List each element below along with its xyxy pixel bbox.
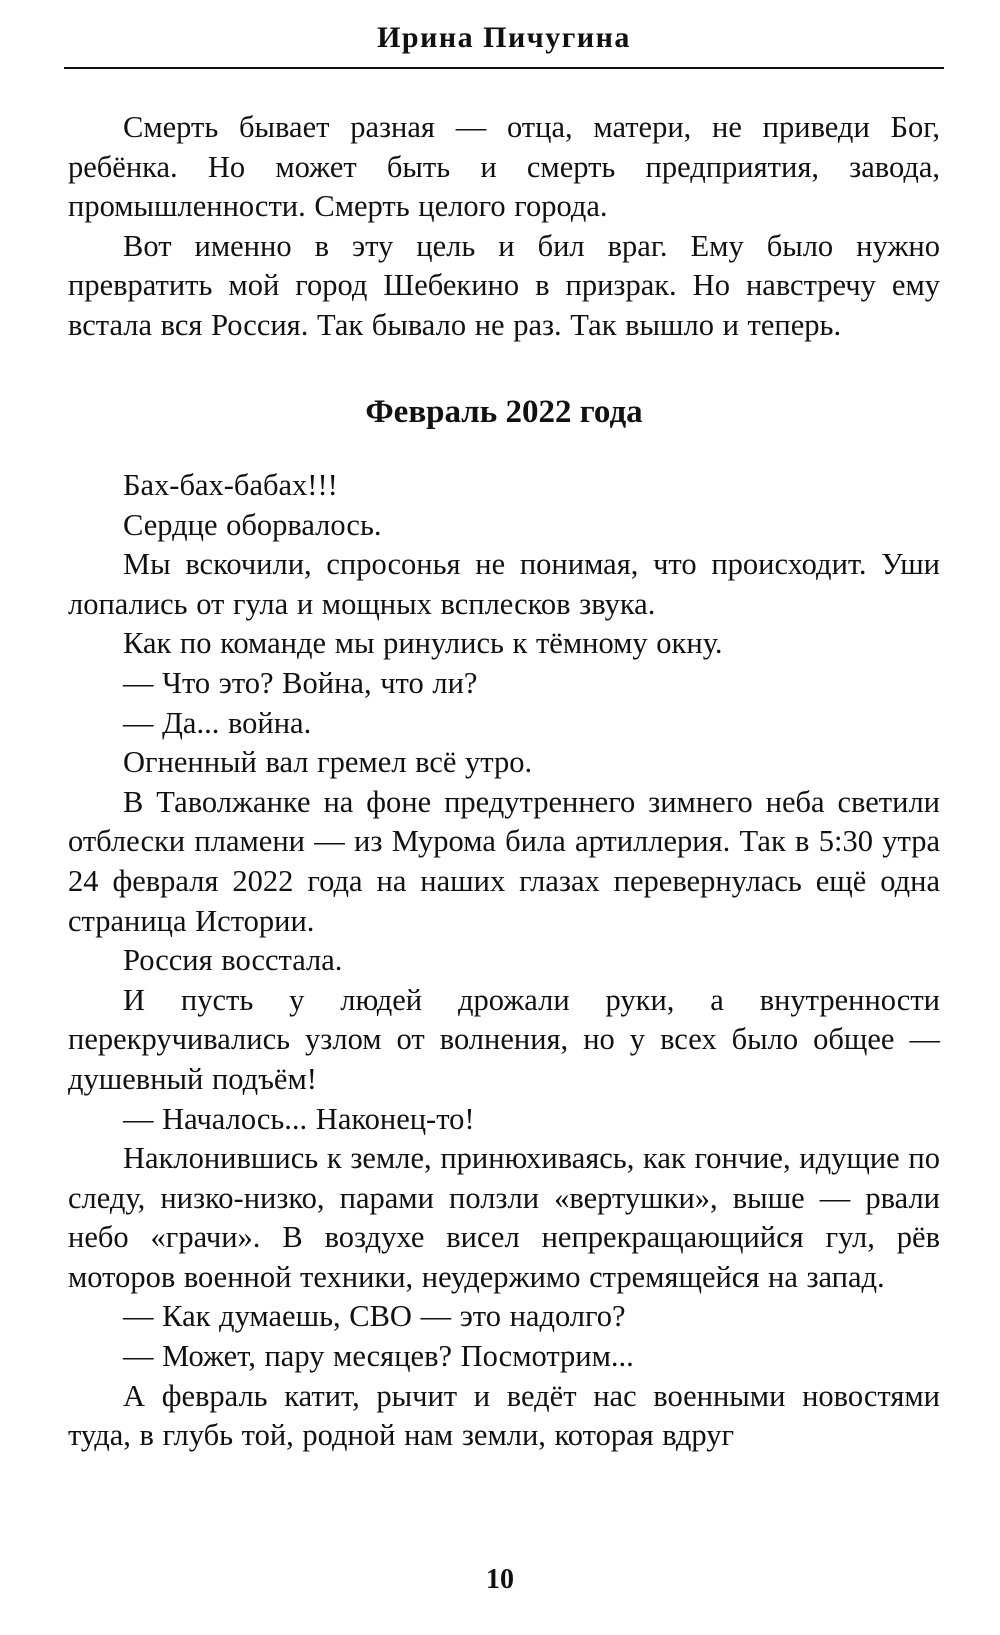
dialogue-line: — Как думаешь, СВО — это надолго? bbox=[123, 1299, 626, 1334]
paragraph: Мы вскочили, спросонья не понимая, что происходит. Уши лопались от гула и мощных всплесков звука. bbox=[68, 547, 940, 621]
paragraph: Бах-бах-бабах!!! bbox=[123, 468, 338, 502]
dialogue-line: — Может, пару месяцев? Посмотрим... bbox=[123, 1339, 634, 1374]
paragraph: Россия восстала. bbox=[123, 943, 343, 978]
intro-text bbox=[68, 108, 940, 346]
dialogue-line: — Что это? Война, что ли? bbox=[123, 665, 478, 700]
paragraph: А февраль катит, рычит и ведёт нас военными новостями туда, в глубь той, родной нам земли, которая вдруг bbox=[68, 1378, 940, 1453]
paragraph: Вот именно в эту цель и бил враг. Ему было нужно превратить мой город Шебекино в призрак. Но навстречу ему встала вся Россия. Так бывало не раз. Так вышло и теперь. bbox=[68, 228, 940, 342]
paragraph: Наклонившись к земле, принюхиваясь, как гончие, идущие по следу, низко-низко, парами ползли «вертушки», выше — рвали небо «грачи». В воздухе висел непрекращающийся гул, рёв моторов военной техники, неудержимо стремящейся на запад. bbox=[68, 1141, 940, 1294]
section-title: Февраль 2022 года bbox=[365, 394, 643, 430]
page-number: 10 bbox=[486, 1564, 514, 1595]
paragraph: В Таволжанке на фоне предутреннего зимнего неба светили отблески пламени — из Мурома била артиллерия. Так в 5:30 утра 24 февраля 2022 года на наших глазах перевернулась ещё одна страница Истории. bbox=[68, 784, 940, 938]
section-text bbox=[68, 466, 940, 1456]
paragraph: Смерть бывает разная — отца, матери, не приведи Бог, ребёнка. Но может быть и смерть предприятия, завода, промышленности. Смерть целого города. bbox=[68, 110, 940, 224]
dialogue-line: — Да... война. bbox=[123, 705, 312, 740]
paragraph: Огненный вал гремел всё утро. bbox=[123, 745, 533, 780]
header-divider bbox=[64, 67, 944, 69]
running-header-author: Ирина Пичугина bbox=[377, 21, 631, 54]
paragraph: И пусть у людей дрожали руки, а внутренности перекручивались узлом от волнения, но у всех было общее — душевный подъём! bbox=[68, 982, 940, 1096]
paragraph: Как по команде мы ринулись к тёмному окну. bbox=[123, 626, 723, 661]
paragraph: Сердце оборвалось. bbox=[123, 507, 382, 542]
dialogue-line: — Началось... Наконец-то! bbox=[123, 1101, 475, 1136]
